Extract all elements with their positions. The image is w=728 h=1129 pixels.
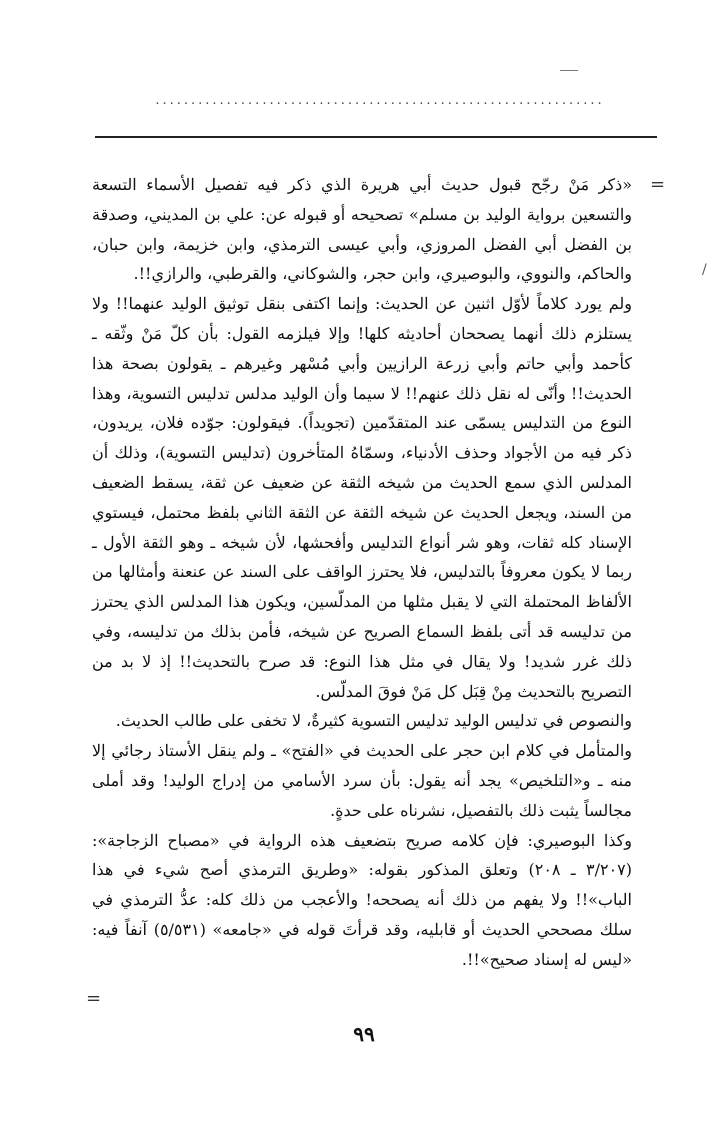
paragraph-2: ولم يورد كلاماً لأوّل اثنين عن الحديث: وإنما اكتفى بنقل توثيق الوليد عنهما!! ولا يستلزم ذلك أنهما يصححان أحاديثه كلها! وإلا فيلزمه القول: بأن كلّ مَنْ وثّقه ـ كأحمد وأبي حاتم وأبي زرعة الرازيين وأبي مُسْهر وغيرهم ـ يقولون بصحة هذا الحديث!! وأنّى له نقل ذلك عنهم!! لا سيما وأن الوليد مدلس تدليس التسوية، وهذا النوع من التدليس يسمّى عند المتقدّمين (تجويداً). فيقولون: جوّده فلان، يريدون، ذكر فيه من الأجواد وحذف الأدنياء، وسمّاهُ المتأخرون (تدليس التسوية)، وذلك أن المدلس الذي سمع الحديث من شيخه الثقة عن ضعيف عن ثقة، يسقط الضعيف من السند، ويجعل الحديث عن شيخه الثقة عن الثقة الثاني بلفظ محتمل، فيستوي الإسناد كله ثقات، وهو شر أنواع التدليس وأفحشها، لأن شيخه ـ وهو الثقة الأول ـ ربما لا يكون معروفاً بالتدليس، فلا يحترز الواقف على السند عن عنعنة وأمثالها من الألفاظ المحتملة التي لا يقبل مثلها من المدلّسين، ويكون هذا المدلس الذي يحترز من تدليسه قد أتى بلفظ السماع الصريح عن شيخه، فأمن بذلك من تدليسه، وفي ذلك غرر شديد! ولا يقال في مثل هذا النوع: قد صرح بالتحديث!! إذ لا بد من التصريح بالتحديث مِنْ قِبَل كل مَنْ فوقَ المدلّس.: [92, 294, 633, 701]
footnote-body: [92, 170, 632, 975]
paragraph-4: والمتأمل في كلام ابن حجر على الحديث في «الفتح» ـ ولم ينقل الأستاذ رجائي إلا منه ـ و«التلخيص» يجد أنه يقول: بأن سرد الأسامي من إدراج الوليد! وقد أملى مجالساً يثبت ذلك بالتفصيل، نشرناه على حدةٍ.: [92, 741, 632, 820]
dotted-separator: ...............................................................: [155, 93, 605, 108]
continuation-mark-top: =: [650, 174, 666, 195]
paragraph-1: «ذكر مَنْ رجّح قبول حديث أبي هريرة الذي ذكر فيه تفصيل الأسماء التسعة والتسعين برواية الوليد بن مسلم» تصحيحه أو قبوله عن: علي بن المديني، وصدقة بن الفضل أبي الفضل المروزي، وأبي عيسى الترمذي، وابن خزيمة، وابن حبان، والحاكم، والنووي، والبوصيري، وابن حجر، والشوكاني، والقرطبي، والرازي!!.: [92, 175, 632, 284]
paragraph-3: والنصوص في تدليس الوليد تدليس التسوية كثيرةٌ، لا تخفى على طالب الحديث.: [115, 711, 632, 731]
margin-tick-mark: /: [702, 262, 707, 278]
footnote-separator-rule: [95, 136, 657, 138]
page-number: ٩٩: [353, 1022, 375, 1046]
continuation-mark-bottom: =: [86, 988, 102, 1009]
paragraph-5: وكذا البوصيري: فإن كلامه صريح بتضعيف هذه الرواية في «مصباح الزجاجة»: (٣/٢٠٧ ـ ٢٠٨) وتعلق المذكور بقوله: «وطريق الترمذي أصح شيء في هذا الباب»!! ولا يفهم من ذلك أنه يصححه! والأعجب من ذلك كله: عدُّ الترمذي في سلك مصححي الحديث أو قابليه، وقد قرأتَ قوله في «جامعه» (٥/٥٣١) آنفاً فيه: «ليس له إسناد صحيح»!!.: [92, 830, 633, 969]
top-mark: [560, 70, 578, 71]
